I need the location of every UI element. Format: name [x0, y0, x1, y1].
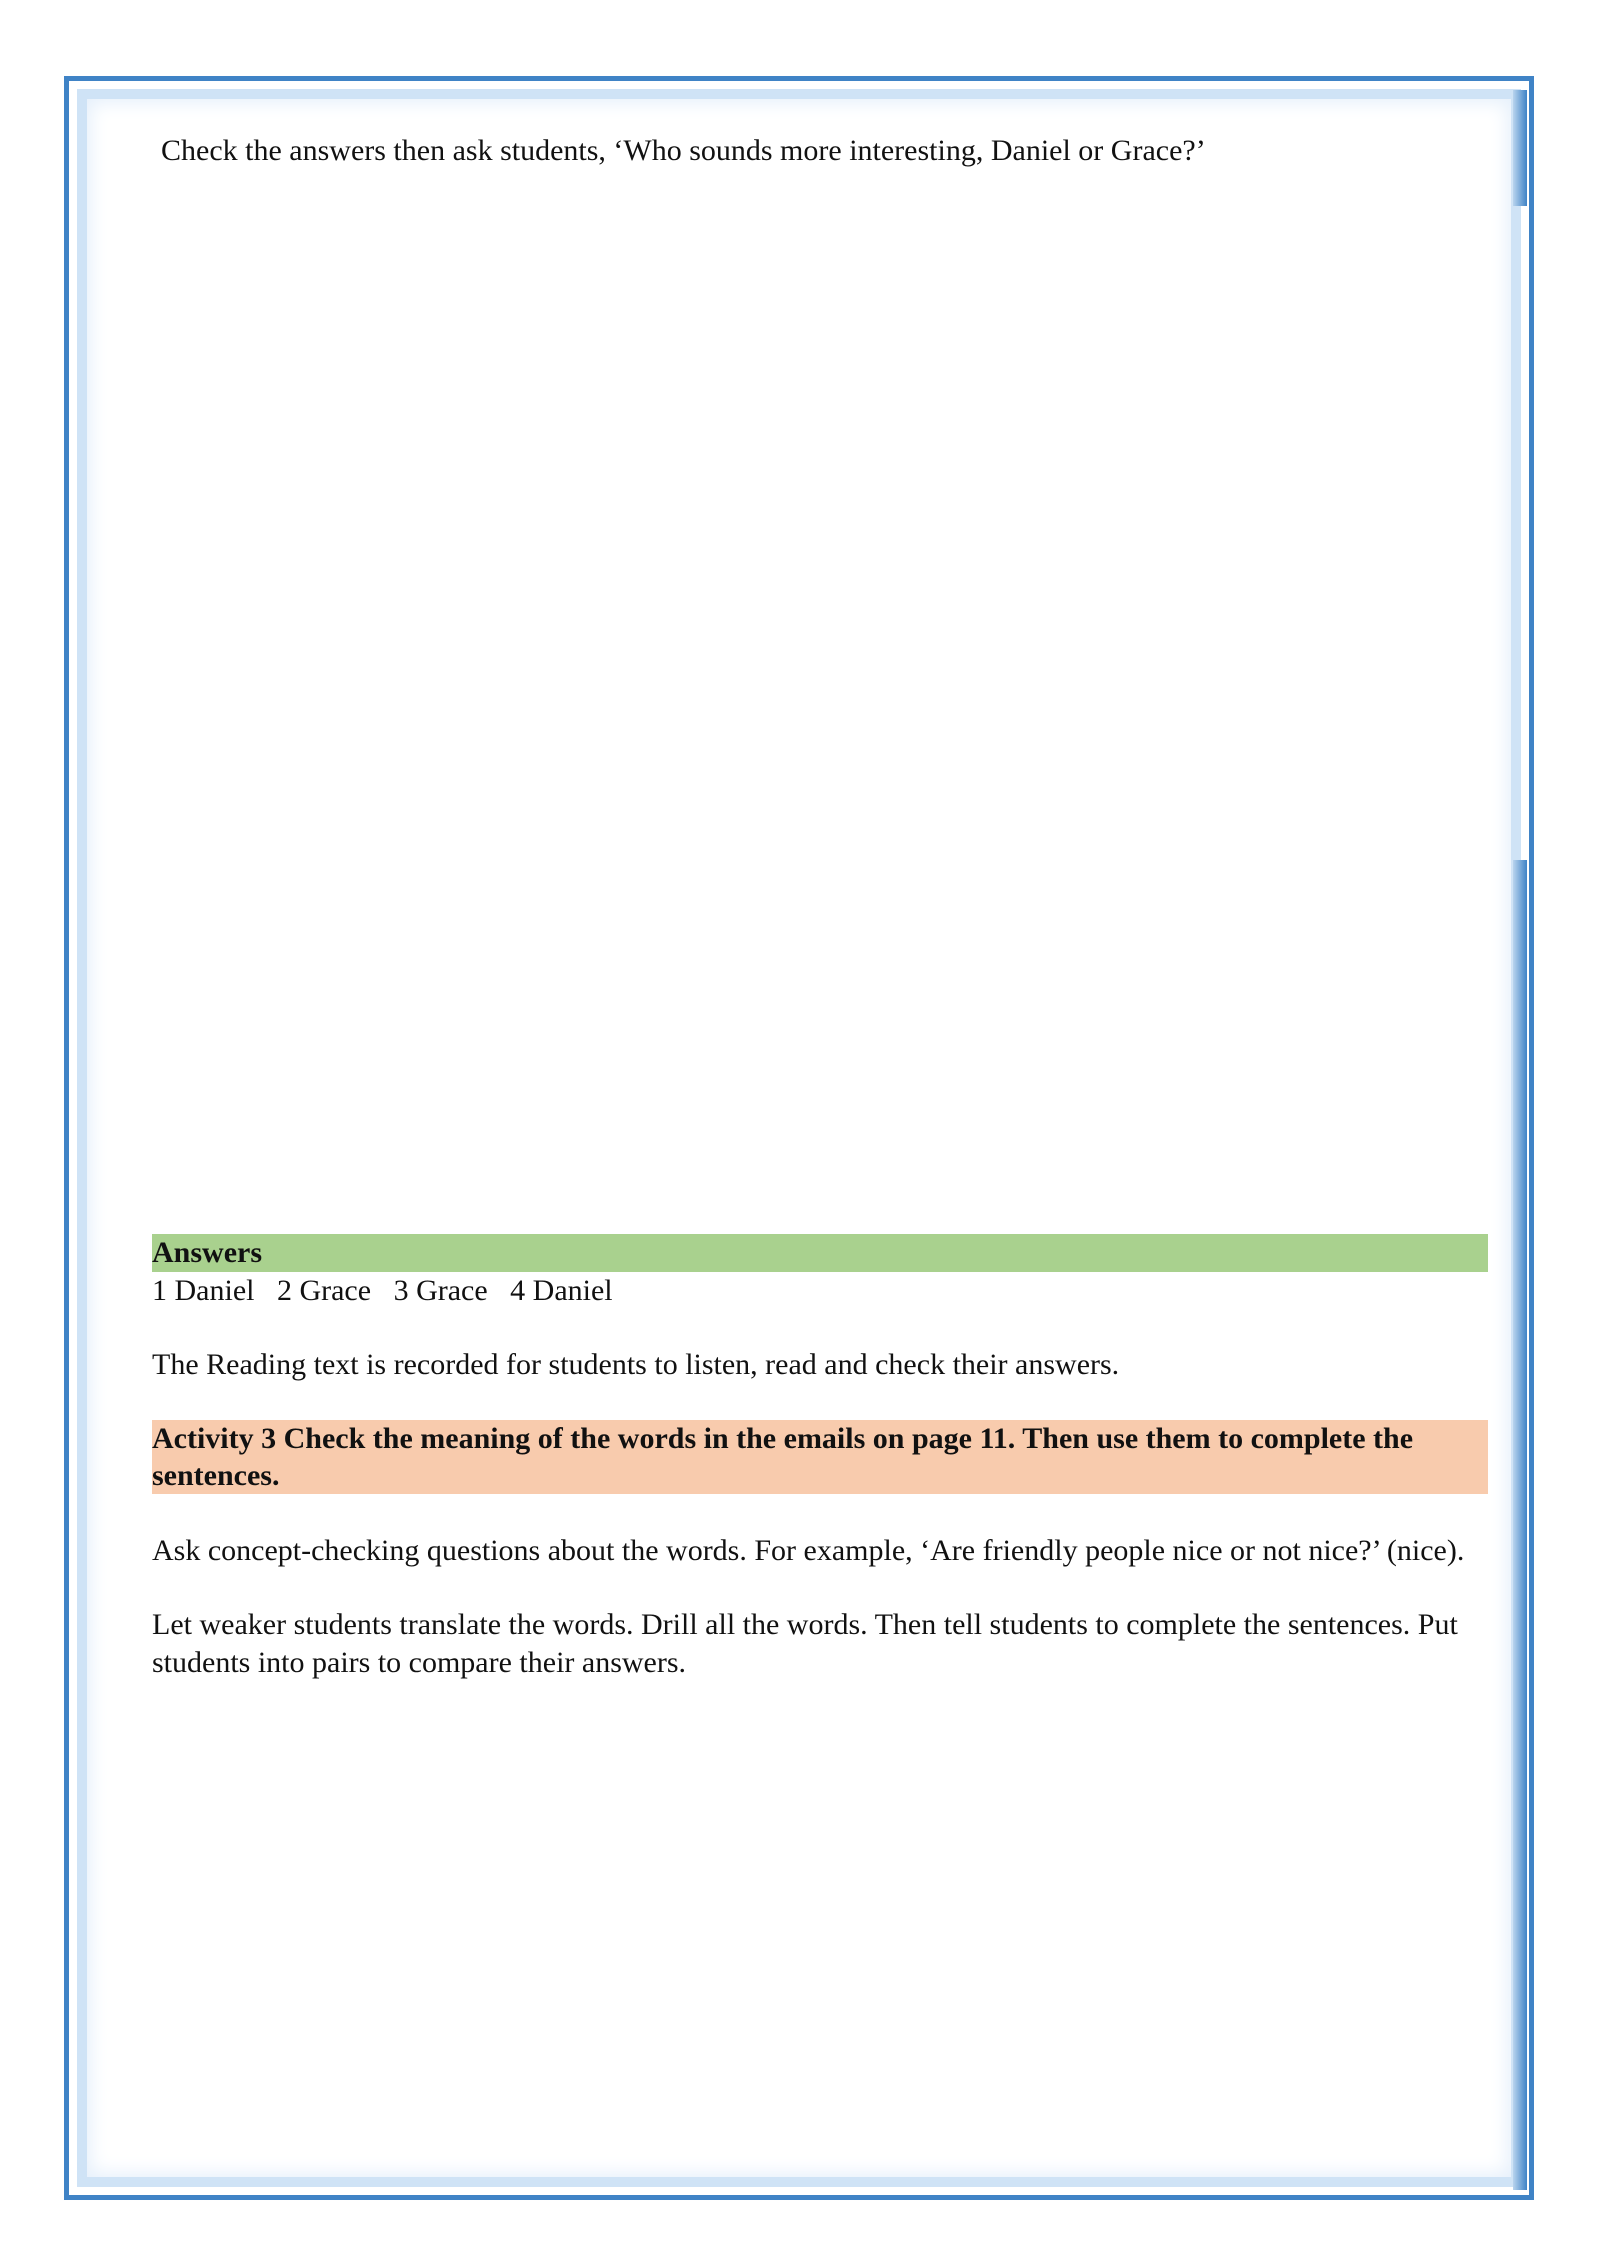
border-accent-bottom: [1513, 860, 1527, 2190]
answers-list: 1 Daniel 2 Grace 3 Grace 4 Daniel: [152, 1274, 613, 1307]
reading-note: The Reading text is recorded for students to listen, read and check their answers.: [152, 1348, 1120, 1381]
instruction-paragraph-1: Ask concept-checking questions about the words. For example, ‘Are friendly people nice or not nice?’ (nice).: [152, 1534, 1465, 1567]
activity-heading: Activity 3 Check the meaning of the words in the emails on page 11. Then use them to complete the sentences.: [152, 1420, 1488, 1494]
instruction-paragraph-2: Let weaker students translate the words. Drill all the words. Then tell students to complete the sentences. Put students into pairs to compare their answers.: [152, 1608, 1466, 1679]
intro-text: Check the answers then ask students, ‘Who sounds more interesting, Daniel or Grace?’: [161, 134, 1206, 167]
page-border: [64, 76, 1534, 2200]
page-border-glow: [77, 89, 1521, 2187]
answers-heading: Answers: [152, 1234, 1488, 1272]
border-accent-top: [1513, 90, 1527, 206]
